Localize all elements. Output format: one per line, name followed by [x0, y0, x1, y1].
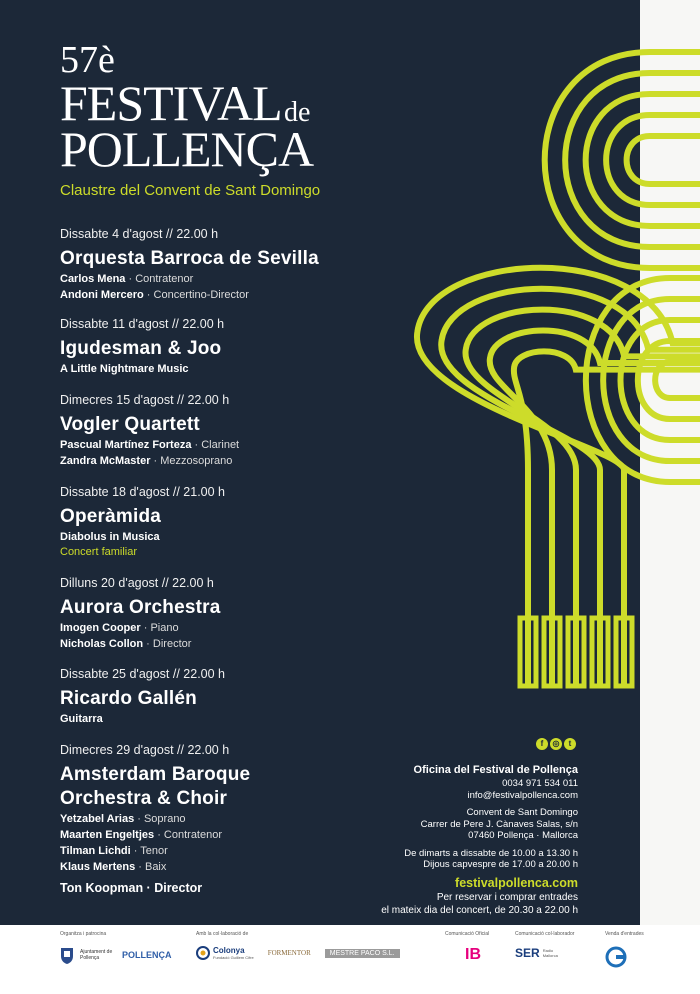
conductor-line: Ton Koopman · Director: [60, 881, 203, 895]
ticket-seller-logo: [605, 931, 644, 968]
ib3-logo: IB: [465, 946, 481, 963]
performer-line: Zandra McMaster · Mezzosoprano: [60, 455, 233, 467]
ser-subtitle: Radio Mallorca: [542, 948, 558, 958]
family-concert-label: Concert familiar: [60, 546, 138, 558]
event-date: Dissabte 4 d'agost // 22.00 h: [60, 227, 219, 241]
collaborator-media-logo: [515, 931, 574, 960]
ticket-seller-icon: [605, 946, 627, 968]
event-title: Orquesta Barroca de Sevilla: [60, 248, 319, 269]
festival-word: FESTIVAL: [60, 75, 282, 131]
event-title: Amsterdam Baroque Orchestra & Choir: [60, 764, 251, 809]
colonya-logo: Colonya Fundació Guillem Cifre: [196, 946, 254, 960]
event-1: [60, 227, 400, 303]
office-hours: Dijous capvespre de 17.00 a 20.00 h: [423, 859, 578, 870]
office-address: 07460 Pollença · Mallorca: [468, 830, 578, 841]
event-subtitle: A Little Nightmare Music: [60, 363, 189, 375]
official-media-logo: [445, 931, 489, 964]
social-icons: [536, 738, 576, 750]
footer-caption: Comunicació col·laborador: [515, 931, 575, 937]
collaborator-logos: [196, 931, 400, 960]
performer-line: Imogen Cooper · Piano: [60, 622, 179, 634]
event-4: [60, 485, 400, 560]
instagram-icon[interactable]: ◎: [550, 738, 562, 750]
de-word: de: [284, 97, 311, 128]
performer-line: Carlos Mena · Contratenor: [60, 273, 194, 285]
facebook-icon[interactable]: f: [536, 738, 548, 750]
performer-line: Maarten Engeltjes · Contratenor: [60, 829, 223, 841]
venue-subtitle: Claustre del Convent de Sant Domingo: [60, 182, 321, 199]
event-date: Dissabte 25 d'agost // 22.00 h: [60, 667, 225, 681]
website-link[interactable]: festivalpollenca.com: [455, 875, 578, 890]
office-email[interactable]: info@festivalpollenca.com: [467, 789, 578, 801]
swirl-line: [606, 115, 700, 205]
cadena-ser-logo: SER: [515, 946, 540, 960]
performer-line: Klaus Mertens · Baix: [60, 861, 167, 873]
event-date: Dilluns 20 d'agost // 22.00 h: [60, 576, 214, 590]
footer-caption: Comunicació Oficial: [445, 931, 490, 937]
formentor-logo: FORMENTOR: [267, 949, 311, 957]
performer-line: Pascual Martínez Forteza · Clarinet: [60, 439, 240, 451]
event-date: Dissabte 18 d'agost // 21.00 h: [60, 485, 225, 499]
reservation-note: el mateix dia del concert, de 20.30 a 22.00 h: [381, 904, 578, 916]
performer-line: Nicholas Collon · Director: [60, 638, 192, 650]
event-date: Dissabte 11 d'agost // 22.00 h: [60, 317, 225, 331]
office-hours: De dimarts a dissabte de 10.00 a 13.30 h: [404, 847, 578, 859]
ajuntament-logo-text: Ajuntament de Pollença: [80, 949, 113, 961]
footer-caption: Organitza i patrocina: [60, 931, 107, 937]
event-5: [60, 576, 400, 652]
footer-caption: Venda d'entrades: [605, 931, 644, 937]
performer-line: Andoni Mercero · Concertino-Director: [60, 289, 249, 301]
pollenca-logo: POLLENÇA: [122, 950, 172, 960]
twitter-icon[interactable]: t: [564, 738, 576, 750]
town-name: POLLENÇA: [60, 121, 314, 177]
colonya-icon: [196, 946, 210, 960]
edition-number: 57è: [60, 39, 115, 81]
event-date: Dimecres 29 d'agost // 22.00 h: [60, 743, 230, 757]
swirl-line: [627, 136, 700, 184]
event-title: Operàmida: [60, 506, 162, 527]
event-subtitle: Guitarra: [60, 713, 103, 725]
event-2: [60, 317, 400, 377]
staff-line: [441, 289, 700, 686]
footer-caption: Amb la col·laboració de: [196, 931, 249, 937]
organizer-logos: [60, 931, 172, 964]
event-subtitle: Diabolus in Musica: [60, 531, 160, 543]
office-address: Carrer de Pere J. Cànaves Salas, s/n: [420, 818, 578, 830]
performer-line: Yetzabel Arias · Soprano: [60, 813, 186, 825]
event-title: Vogler Quartett: [60, 414, 200, 435]
reservation-note: Per reservar i comprar entrades: [436, 891, 578, 903]
performer-line: Tilman Lichdi · Tenor: [60, 845, 168, 857]
office-phone[interactable]: 0034 971 534 011: [502, 778, 578, 789]
mestre-paco-logo: MESTRE PACO S.L.: [325, 949, 400, 958]
coat-of-arms-icon: [60, 946, 74, 964]
office-info: [318, 763, 578, 917]
office-address: Convent de Sant Domingo: [466, 807, 578, 818]
event-title: Ricardo Gallén: [60, 688, 197, 709]
event-3: [60, 393, 400, 469]
event-6: [60, 667, 400, 727]
event-title: Aurora Orchestra: [60, 597, 221, 618]
office-title: Oficina del Festival de Pollença: [413, 764, 578, 776]
event-title: Igudesman & Joo: [60, 338, 222, 359]
sponsor-footer: [0, 925, 700, 994]
event-date: Dimecres 15 d'agost // 22.00 h: [60, 393, 230, 407]
